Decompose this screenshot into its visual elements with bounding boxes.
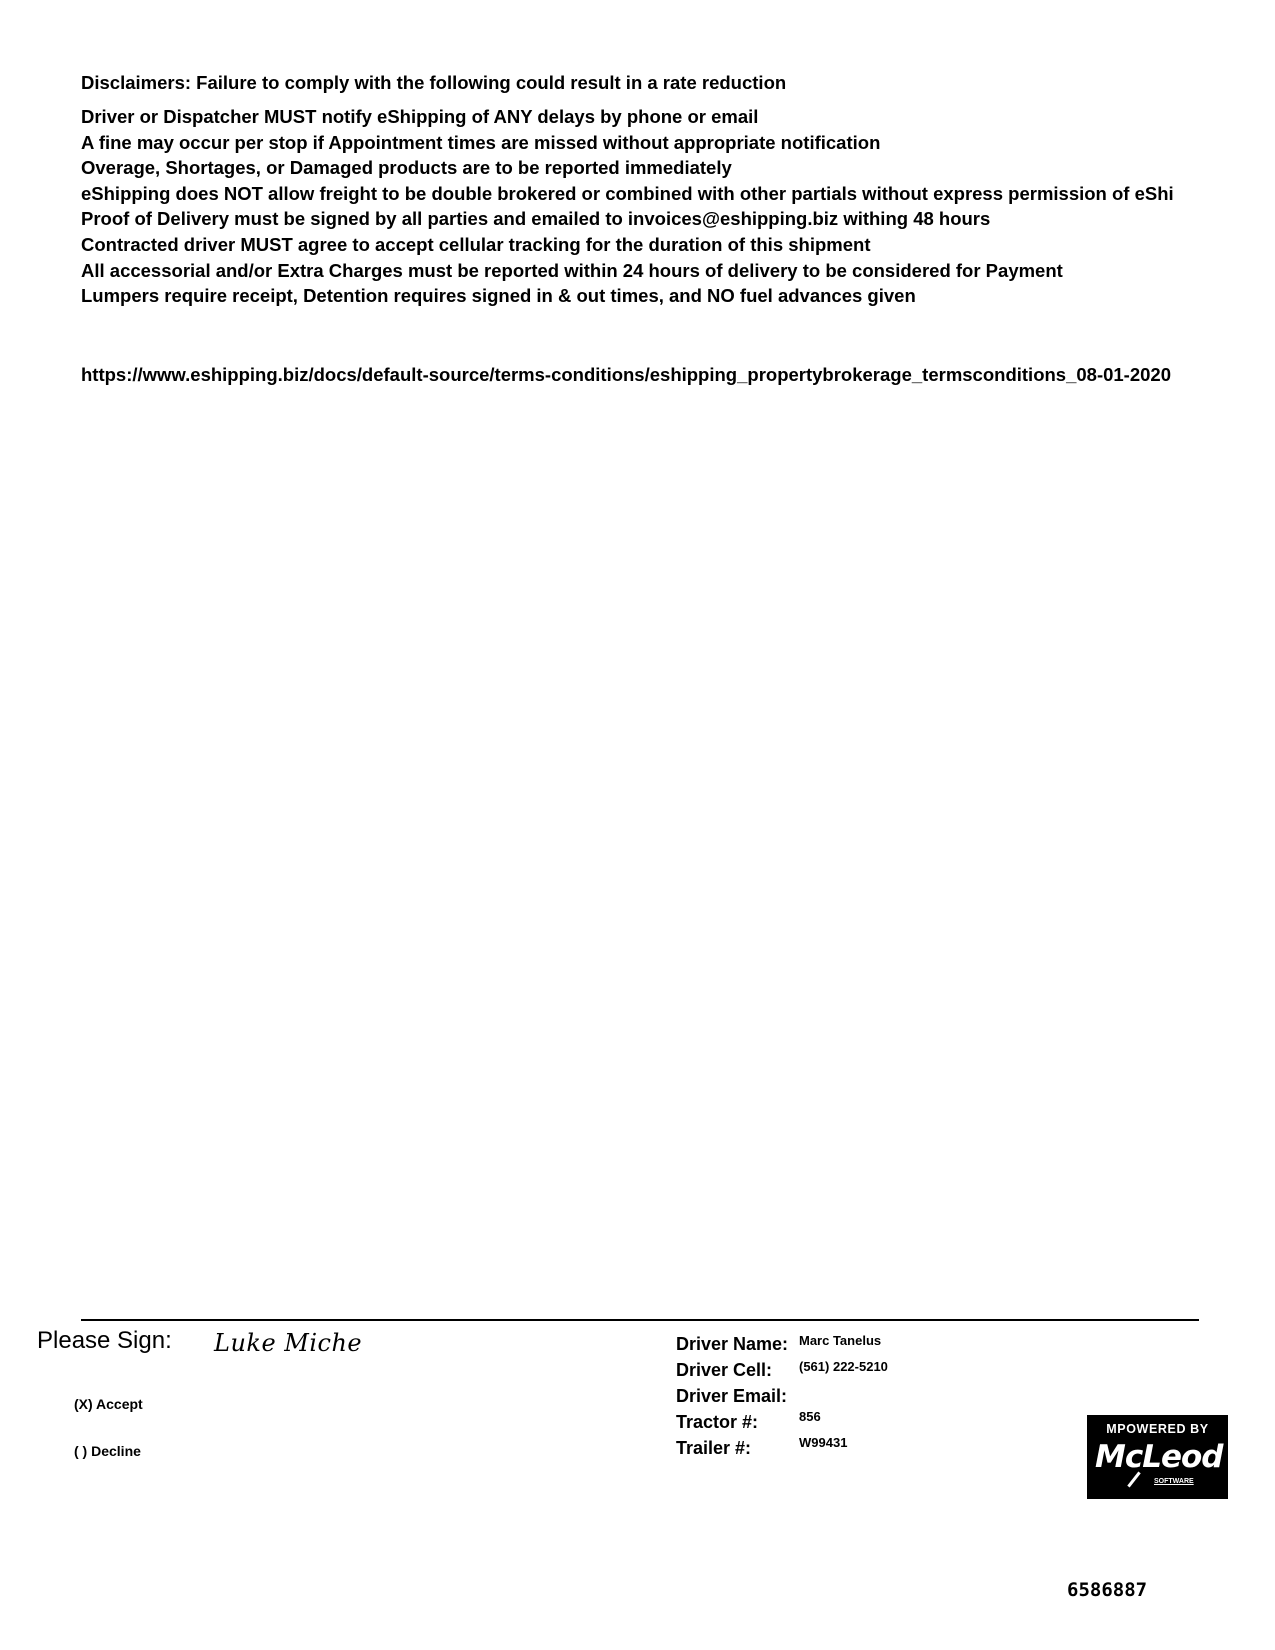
disclaimer-item: Proof of Delivery must be signed by all parties and emailed to invoices@eshipping.biz withing 48 hours	[81, 208, 991, 230]
document-number: 6586887	[1067, 1579, 1148, 1601]
trailer-number-value: W99431	[799, 1435, 848, 1450]
disclaimer-heading: Disclaimers: Failure to comply with the following could result in a rate reduction	[81, 72, 787, 93]
signature-divider	[81, 1319, 1199, 1321]
mcleod-logo	[1087, 1415, 1228, 1499]
logo-powered-by-text: MPOWERED BY	[1106, 1422, 1209, 1436]
please-sign-label: Please Sign:	[37, 1327, 172, 1354]
trailer-number-label: Trailer #:	[676, 1438, 752, 1458]
driver-email-label: Driver Email:	[676, 1386, 788, 1406]
disclaimer-item: Overage, Shortages, or Damaged products are to be reported immediately	[81, 157, 732, 179]
disclaimer-item: eShipping does NOT allow freight to be double brokered or combined with other partials without express permission of eShi	[81, 182, 1174, 204]
signature: Luke Miche	[214, 1329, 363, 1357]
accept-option[interactable]: (X) Accept	[74, 1396, 143, 1412]
tractor-number-label: Tractor #:	[676, 1412, 759, 1432]
disclaimer-item: Driver or Dispatcher MUST notify eShipping of ANY delays by phone or email	[81, 106, 759, 127]
disclaimer-list	[81, 104, 1174, 309]
logo-brand-text: McLeod	[1095, 1439, 1223, 1475]
disclaimer-item: Contracted driver MUST agree to accept cellular tracking for the duration of this shipment	[81, 233, 871, 255]
decline-option[interactable]: ( ) Decline	[74, 1443, 141, 1459]
disclaimer-item: All accessorial and/or Extra Charges must be reported within 24 hours of delivery to be considered for Payment	[81, 259, 1063, 281]
tractor-number-value: 856	[799, 1409, 821, 1424]
disclaimer-item: Lumpers require receipt, Detention requires signed in & out times, and NO fuel advances given	[81, 285, 916, 307]
driver-cell-value: (561) 222-5210	[799, 1359, 888, 1374]
driver-cell-label: Driver Cell:	[676, 1360, 773, 1380]
driver-name-value: Marc Tanelus	[799, 1333, 882, 1348]
terms-conditions-link[interactable]: https://www.eshipping.biz/docs/default-source/terms-conditions/eshipping_propertybrokerage_termsconditions_08-01-2020	[81, 364, 1172, 385]
driver-name-label: Driver Name:	[676, 1334, 789, 1354]
disclaimer-item: A fine may occur per stop if Appointment times are missed without appropriate notification	[81, 131, 881, 153]
logo-software-text: SOFTWARE	[1154, 1478, 1194, 1485]
